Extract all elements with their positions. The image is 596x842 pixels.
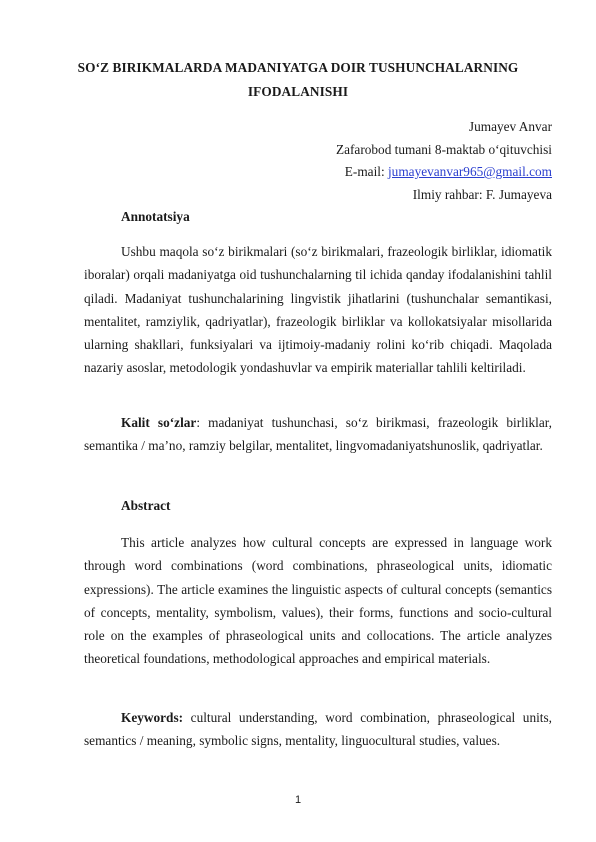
author-name: Jumayev Anvar <box>468 119 552 134</box>
author-block <box>336 116 552 206</box>
page-number: 1 <box>294 794 302 806</box>
annotation-paragraph: Ushbu maqola so‘z birikmalari (so‘z birikmalari, frazeologik birliklar, idiomatik iboralar) orqali madaniyatga oid tushunchalarning til ichida qanday ifodalanishini tahlil qiladi. Madaniyat tushunchalarining lingvistik jihatlarini (tushunchalar semantikasi, mentalitet, ramziylik, qadriyatlar), frazeologik birliklar va kollokatsiyalar misollarida ularning shakllari, funksiyalari va ijtimoiy-madaniy rolini ko‘rib chiqadi. Maqolada nazariy asoslar, metodologik yondashuvlar va empirik materiallar tahlili keltiriladi. <box>84 244 552 376</box>
email-link[interactable]: jumayevanvar965@gmail.com <box>387 164 552 179</box>
abstract-heading: Abstract <box>121 498 171 513</box>
author-affiliation: Zafarobod tumani 8-maktab o‘qituvchisi <box>335 141 552 157</box>
abstract-keywords-text: cultural understanding, word combination, phraseological units, semantics / meaning, symbolic signs, mentality, linguocultural studies, values. <box>84 710 552 749</box>
author-email-line <box>336 161 552 184</box>
paper-title <box>70 56 526 104</box>
paper-title-line-2: IFODALANISHI <box>247 84 349 99</box>
supervisor: Ilmiy rahbar: F. Jumayeva <box>412 186 552 202</box>
annotation-keywords-text: : madaniyat tushunchasi, so‘z birikmasi, frazeologik birliklar, semantika / ma’no, ramziy belgilar, mentalitet, lingvomadaniyatshunoslik, qadriyatlar. <box>84 415 552 454</box>
paper-title-line-1: SO‘Z BIRIKMALARDA MADANIYATGA DOIR TUSHUNCHALARNING <box>77 60 519 75</box>
abstract-paragraph: This article analyzes how cultural concepts are expressed in language work through word combinations (word combinations, phraseological units, idiomatic expressions). The article examines the linguistic aspects of cultural concepts (semantics of concepts, mentality, symbolism, values), their forms, functions and socio-cultural role on the examples of phraseological units and collocations. The article analyzes theoretical foundations, methodological approaches and empirical materials. <box>84 535 552 667</box>
annotation-keywords-label: Kalit so‘zlar <box>121 415 197 430</box>
abstract-keywords <box>84 706 552 753</box>
email-label: E-mail: <box>344 164 388 179</box>
annotation-keywords <box>84 411 552 458</box>
annotation-heading: Annotatsiya <box>121 209 190 224</box>
abstract-keywords-label: Keywords: <box>121 710 184 725</box>
